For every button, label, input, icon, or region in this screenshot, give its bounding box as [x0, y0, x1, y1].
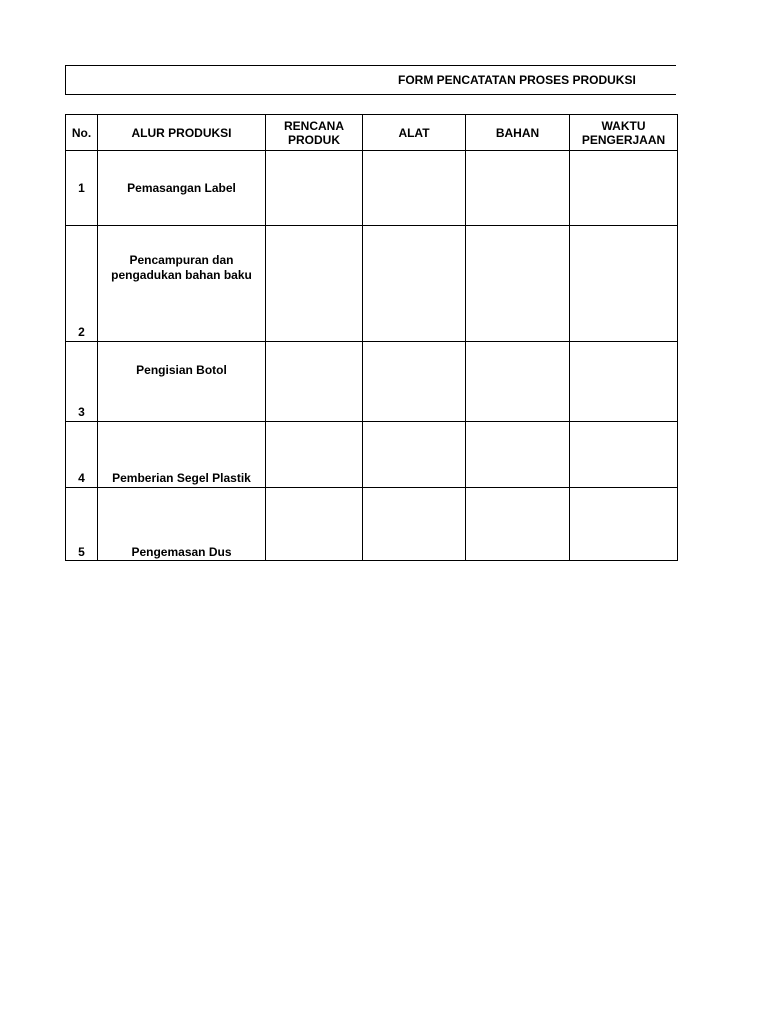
cell-alat[interactable] — [363, 422, 466, 488]
header-alat: ALAT — [363, 115, 466, 151]
cell-waktu[interactable] — [570, 422, 678, 488]
header-no: No. — [66, 115, 98, 151]
cell-alat[interactable] — [363, 226, 466, 342]
row-number: 2 — [66, 226, 98, 342]
header-waktu-line2: PENGERJAAN — [581, 132, 666, 147]
cell-waktu[interactable] — [570, 342, 678, 422]
header-rencana-line2: PRODUK — [287, 132, 340, 147]
cell-alat[interactable] — [363, 488, 466, 561]
cell-waktu[interactable] — [570, 226, 678, 342]
row-alur: Pemberian Segel Plastik — [98, 422, 266, 488]
cell-rencana[interactable] — [266, 342, 363, 422]
cell-waktu[interactable] — [570, 488, 678, 561]
row-number: 1 — [66, 151, 98, 226]
row-alur — [98, 226, 266, 342]
cell-rencana[interactable] — [266, 226, 363, 342]
cell-rencana[interactable] — [266, 151, 363, 226]
row-alur: Pengemasan Dus — [98, 488, 266, 561]
table-row — [66, 151, 678, 226]
cell-bahan[interactable] — [466, 488, 570, 561]
row-number: 5 — [66, 488, 98, 561]
cell-bahan[interactable] — [466, 226, 570, 342]
header-rencana-line1: RENCANA — [284, 118, 344, 133]
table-header-row — [66, 115, 678, 151]
cell-rencana[interactable] — [266, 488, 363, 561]
table-row — [66, 342, 678, 422]
row-number: 3 — [66, 342, 98, 422]
header-rencana-produk — [266, 115, 363, 151]
cell-alat[interactable] — [363, 342, 466, 422]
row-alur-line2: pengadukan bahan baku — [111, 268, 252, 282]
cell-rencana[interactable] — [266, 422, 363, 488]
header-waktu-pengerjaan — [570, 115, 678, 151]
table-row — [66, 422, 678, 488]
header-waktu-line1: WAKTU — [601, 118, 646, 133]
header-bahan: BAHAN — [466, 115, 570, 151]
row-alur: Pemasangan Label — [98, 151, 266, 226]
production-table — [65, 114, 678, 561]
cell-bahan[interactable] — [466, 342, 570, 422]
cell-waktu[interactable] — [570, 151, 678, 226]
cell-bahan[interactable] — [466, 151, 570, 226]
cell-bahan[interactable] — [466, 422, 570, 488]
row-number: 4 — [66, 422, 98, 488]
row-alur: Pengisian Botol — [98, 342, 266, 422]
row-alur-line1: Pencampuran dan — [129, 253, 234, 267]
table-row — [66, 488, 678, 561]
header-alur-produksi: ALUR PRODUKSI — [98, 115, 266, 151]
table-row — [66, 226, 678, 342]
cell-alat[interactable] — [363, 151, 466, 226]
form-title: FORM PENCATATAN PROSES PRODUKSI — [398, 73, 636, 87]
